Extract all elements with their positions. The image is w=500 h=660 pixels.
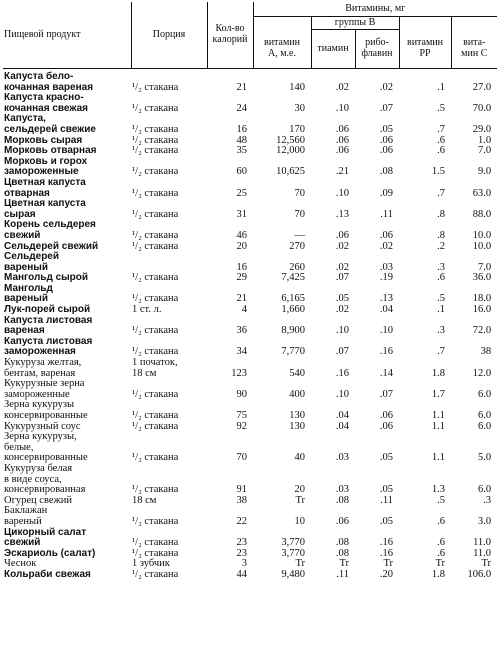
product-cell: Зерна кукурузы, белые, консервированные xyxy=(4,431,88,464)
calories-cell: 23 xyxy=(236,537,247,549)
riboflavin-cell: .05 xyxy=(379,123,393,135)
vit-a-cell: 12,000 xyxy=(276,145,305,157)
thiamin-cell: .11 xyxy=(336,568,349,580)
thiamin-cell: .10 xyxy=(335,102,349,114)
product-cell: Кукурузные зерна замороженные xyxy=(4,378,85,400)
vit-c-cell: 36.0 xyxy=(472,272,492,284)
vit-a-cell: 140 xyxy=(289,81,305,93)
vit-pp-cell: 1.1 xyxy=(431,452,445,464)
vit-c-cell: 10.0 xyxy=(472,240,492,252)
vit-pp-cell: 1.1 xyxy=(431,420,445,432)
calories-cell: 25 xyxy=(236,187,247,199)
vit-a-cell: 130 xyxy=(289,420,305,432)
thiamin-cell: .06 xyxy=(335,134,349,146)
calories-cell: 34 xyxy=(236,346,247,358)
vit-a-cell: Tr xyxy=(295,494,305,506)
table-row xyxy=(3,242,497,253)
vit-a-cell: 6,165 xyxy=(281,293,305,305)
table-row xyxy=(3,284,497,305)
portion-cell: ¹/₂ стакана xyxy=(132,272,179,284)
riboflavin-cell: .08 xyxy=(379,166,393,178)
vit-c-cell: 6.0 xyxy=(477,388,492,400)
thiamin-cell: .02 xyxy=(335,261,349,273)
vit-c-cell: 10.0 xyxy=(472,229,492,241)
thiamin-cell: .08 xyxy=(335,494,349,506)
riboflavin-cell: .06 xyxy=(379,145,393,157)
riboflavin-cell: .10 xyxy=(379,325,393,337)
portion-cell: ¹/₂ стакана xyxy=(132,229,179,241)
table-row xyxy=(3,93,497,114)
table-row xyxy=(3,69,497,94)
riboflavin-cell: .06 xyxy=(379,229,393,241)
vit-a-cell: 70 xyxy=(294,208,305,220)
calories-cell: 29 xyxy=(236,272,247,284)
portion-cell: 1 початок, 18 см xyxy=(132,357,178,379)
riboflavin-cell: .06 xyxy=(379,410,393,421)
vit-a-cell: 30 xyxy=(294,102,305,114)
thiamin-cell: .06 xyxy=(335,145,349,157)
thiamin-cell: .03 xyxy=(335,484,349,496)
thiamin-cell: .21 xyxy=(335,166,349,178)
riboflavin-cell: .07 xyxy=(379,388,393,400)
vit-pp-cell: 1.8 xyxy=(431,367,445,379)
thiamin-cell: .06 xyxy=(335,229,349,241)
table-row xyxy=(3,220,497,241)
header-vit-pp: витамин РР xyxy=(399,30,451,69)
product-cell: Цветная капуста сырая xyxy=(4,198,86,220)
product-cell: Морковь отварная xyxy=(4,145,97,157)
riboflavin-cell: .05 xyxy=(379,484,393,496)
riboflavin-cell: Tr xyxy=(383,558,393,570)
portion-cell: ¹/₂ стакана xyxy=(132,81,179,93)
portion-cell: ¹/₂ стакана xyxy=(132,515,179,527)
riboflavin-cell: .13 xyxy=(379,293,393,305)
table-row xyxy=(3,432,497,464)
header-group-b: группы В xyxy=(311,17,399,30)
vit-c-cell: 6.0 xyxy=(477,484,492,496)
header-portion: Порция xyxy=(131,2,207,69)
calories-cell: 24 xyxy=(236,102,247,114)
vit-c-cell: 6.0 xyxy=(477,420,492,432)
table-body xyxy=(3,69,497,581)
calories-cell: 38 xyxy=(236,494,247,506)
table-row xyxy=(3,506,497,527)
calories-cell: 123 xyxy=(231,367,247,379)
vit-a-cell: 170 xyxy=(289,123,305,135)
calories-cell: 21 xyxy=(236,293,247,305)
vit-pp-cell: .6 xyxy=(437,537,445,549)
vit-c-cell: 1.0 xyxy=(477,134,492,146)
vit-a-cell: 10 xyxy=(294,515,305,527)
table-row xyxy=(3,252,497,273)
vit-pp-cell: .7 xyxy=(437,123,445,135)
product-cell: Баклажан вареный xyxy=(4,505,48,527)
thiamin-cell: .02 xyxy=(335,304,349,316)
header-vitamins: Витамины, мг xyxy=(253,2,497,17)
table-row xyxy=(3,358,497,379)
vit-pp-cell: .3 xyxy=(437,325,445,337)
product-cell: Сельдерей свежий xyxy=(4,240,99,252)
calories-cell: 44 xyxy=(236,568,247,580)
product-cell: Капуста красно- кочанная свежая xyxy=(4,92,88,114)
calories-cell: 90 xyxy=(236,388,247,400)
vit-pp-cell: .6 xyxy=(437,547,445,559)
vit-c-cell: 5.0 xyxy=(477,452,492,464)
table-row xyxy=(3,549,497,560)
product-cell: Лук-порей сырой xyxy=(4,304,91,316)
vit-c-cell: 38 xyxy=(480,346,492,358)
portion-cell: 18 см xyxy=(132,494,157,506)
vit-c-cell: 9.0 xyxy=(477,166,492,178)
vit-pp-cell: .5 xyxy=(437,102,445,114)
product-cell: Эскариоль (салат) xyxy=(4,547,96,559)
header-product: Пищевой продукт xyxy=(4,28,81,40)
thiamin-cell: .10 xyxy=(335,187,349,199)
riboflavin-cell: .07 xyxy=(379,102,393,114)
calories-cell: 46 xyxy=(236,229,247,241)
vit-pp-cell: .6 xyxy=(437,272,445,284)
thiamin-cell: .13 xyxy=(335,208,349,220)
portion-cell: ¹/₂ стакана xyxy=(132,166,179,178)
vit-c-cell: 72.0 xyxy=(472,325,492,337)
portion-cell: ¹/₂ стакана xyxy=(132,547,179,559)
product-cell: Капуста листовая вареная xyxy=(4,314,93,337)
table-row xyxy=(3,157,497,178)
calories-cell: 31 xyxy=(236,208,247,220)
thiamin-cell: .07 xyxy=(335,272,349,284)
portion-cell: ¹/₂ стакана xyxy=(132,187,179,199)
vit-pp-cell: .6 xyxy=(437,134,445,146)
vit-c-cell: 7.0 xyxy=(477,261,492,273)
thiamin-cell: .06 xyxy=(335,515,349,527)
vit-pp-cell: .6 xyxy=(437,145,445,157)
header-vit-c: вита- мин С xyxy=(451,30,497,69)
vit-pp-cell: .5 xyxy=(437,293,445,305)
product-cell: Кольраби свежая xyxy=(4,568,91,580)
vit-a-cell: Tr xyxy=(295,558,305,570)
thiamin-cell: .16 xyxy=(335,367,349,379)
vit-pp-cell: .7 xyxy=(437,346,445,358)
vit-c-cell: 16.0 xyxy=(472,304,492,316)
product-cell: Зерна кукурузы консервированные xyxy=(4,399,88,421)
vit-a-cell: 40 xyxy=(294,452,305,464)
header-riboflavin: рибо- флавин xyxy=(355,30,399,69)
calories-cell: 75 xyxy=(236,410,247,421)
thiamin-cell: .08 xyxy=(335,547,349,559)
product-cell: Сельдерей вареный xyxy=(4,251,60,273)
riboflavin-cell: .20 xyxy=(379,568,393,580)
vit-pp-cell: 1.7 xyxy=(431,388,445,400)
table-row xyxy=(3,528,497,549)
vit-c-cell: 29.0 xyxy=(472,123,492,135)
calories-cell: 20 xyxy=(236,240,247,252)
calories-cell: 91 xyxy=(236,484,247,496)
table-row xyxy=(3,316,497,337)
table-header xyxy=(3,2,497,69)
vit-c-cell: 12.0 xyxy=(472,367,492,379)
table-row xyxy=(3,273,497,284)
header-thiamin: тиамин xyxy=(311,30,355,69)
product-cell: Цветная капуста отварная xyxy=(4,176,86,199)
portion-cell: ¹/₂ стакана xyxy=(132,388,179,400)
vit-a-cell: 130 xyxy=(289,410,305,421)
product-cell: Морковь и горох замороженные xyxy=(4,155,88,178)
riboflavin-cell: .11 xyxy=(380,208,393,220)
riboflavin-cell: .06 xyxy=(379,134,393,146)
riboflavin-cell: .02 xyxy=(379,81,393,93)
vit-pp-cell: 1.5 xyxy=(431,166,445,178)
vit-c-cell: 27.0 xyxy=(472,81,492,93)
vit-a-cell: 3,770 xyxy=(281,547,305,559)
table-row xyxy=(3,114,497,135)
thiamin-cell: .02 xyxy=(335,81,349,93)
vit-a-cell: 7,425 xyxy=(281,272,305,284)
table-row xyxy=(3,570,497,581)
thiamin-cell: Tr xyxy=(339,558,349,570)
calories-cell: 70 xyxy=(236,452,247,464)
riboflavin-cell: .06 xyxy=(379,420,393,432)
product-cell: Огурец свежий xyxy=(4,494,73,506)
calories-cell: 16 xyxy=(236,261,247,273)
table-row xyxy=(3,337,497,358)
thiamin-cell: .10 xyxy=(335,388,349,400)
vit-pp-cell: .8 xyxy=(437,229,445,241)
vit-a-cell: 20 xyxy=(294,484,305,496)
portion-cell: ¹/₂ стакана xyxy=(132,240,179,252)
vit-c-cell: 11.0 xyxy=(473,537,492,549)
portion-cell: ¹/₂ стакана xyxy=(132,325,179,337)
portion-cell: ¹/₂ стакана xyxy=(132,410,179,421)
table-row xyxy=(3,199,497,220)
calories-cell: 22 xyxy=(236,515,247,527)
portion-cell: ¹/₂ стакана xyxy=(132,420,179,432)
product-cell: Капуста листовая замороженная xyxy=(4,335,93,358)
riboflavin-cell: .16 xyxy=(379,537,393,549)
vit-a-cell: 270 xyxy=(289,240,305,252)
table-row xyxy=(3,178,497,199)
vit-c-cell: Tr xyxy=(481,558,492,570)
riboflavin-cell: .05 xyxy=(379,515,393,527)
vit-a-cell: 3,770 xyxy=(281,537,305,549)
thiamin-cell: .04 xyxy=(335,410,349,421)
calories-cell: 3 xyxy=(241,558,247,570)
table-row xyxy=(3,400,497,421)
thiamin-cell: .06 xyxy=(335,123,349,135)
vit-a-cell: 400 xyxy=(289,388,305,400)
vit-a-cell: 260 xyxy=(289,261,305,273)
riboflavin-cell: .16 xyxy=(379,547,393,559)
riboflavin-cell: .09 xyxy=(379,187,393,199)
riboflavin-cell: .14 xyxy=(379,367,393,379)
vit-c-cell: 11.0 xyxy=(473,547,492,559)
portion-cell: ¹/₂ стакана xyxy=(132,123,179,135)
portion-cell: 1 зубчик xyxy=(132,558,170,570)
vit-a-cell: 540 xyxy=(289,367,305,379)
portion-cell xyxy=(131,252,207,273)
vit-a-cell: 70 xyxy=(294,187,305,199)
vit-c-cell: 88.0 xyxy=(472,208,492,220)
vit-pp-cell: .3 xyxy=(437,261,445,273)
portion-cell: ¹/₂ стакана xyxy=(132,346,179,358)
vit-a-cell: 8,900 xyxy=(281,325,305,337)
table-row xyxy=(3,496,497,507)
portion-cell: ¹/₂ стакана xyxy=(132,208,179,220)
vit-pp-cell: 1.3 xyxy=(431,484,445,496)
thiamin-cell: .03 xyxy=(335,452,349,464)
table-row xyxy=(3,379,497,400)
vit-pp-cell: .2 xyxy=(437,240,445,252)
product-cell: Капуста бело- кочанная вареная xyxy=(4,71,94,93)
product-cell: Кукуруза белая в виде соуса, консервированная xyxy=(4,462,86,496)
thiamin-cell: .05 xyxy=(335,293,349,305)
riboflavin-cell: .05 xyxy=(379,452,393,464)
product-cell: Мангольд вареный xyxy=(4,282,53,305)
vit-c-cell: 7.0 xyxy=(477,145,492,157)
product-cell: Кукурузный соус xyxy=(4,420,81,432)
vit-c-cell: 63.0 xyxy=(472,187,492,199)
vit-a-cell: 9,480 xyxy=(281,568,305,580)
portion-cell: ¹/₂ стакана xyxy=(132,537,179,549)
vit-pp-cell: .8 xyxy=(437,208,445,220)
vit-a-cell: 12,560 xyxy=(276,134,305,146)
riboflavin-cell: .16 xyxy=(379,346,393,358)
calories-cell: 35 xyxy=(236,145,247,157)
vit-pp-cell: Tr xyxy=(435,558,445,570)
vitamin-table xyxy=(3,2,497,581)
table-row xyxy=(3,422,497,433)
riboflavin-cell: .03 xyxy=(379,261,393,273)
vit-c-cell: 6.0 xyxy=(477,410,492,421)
portion-cell: 1 ст. л. xyxy=(132,304,162,316)
product-cell: Чеснок xyxy=(4,558,37,570)
product-cell: Морковь сырая xyxy=(4,134,83,146)
table-row xyxy=(3,464,497,496)
calories-cell: 21 xyxy=(236,81,247,93)
product-cell: Кукуруза желтая, бентам, вареная xyxy=(4,357,82,379)
calories-cell: 23 xyxy=(236,547,247,559)
vit-pp-cell: .1 xyxy=(437,81,445,93)
thiamin-cell: .10 xyxy=(335,325,349,337)
thiamin-cell: .07 xyxy=(335,346,349,358)
vit-c-cell: 106.0 xyxy=(467,568,492,580)
vit-a-cell: 7,770 xyxy=(281,346,305,358)
riboflavin-cell: .02 xyxy=(379,240,393,252)
vit-a-cell: 1,660 xyxy=(281,304,305,316)
thiamin-cell: .02 xyxy=(335,240,349,252)
vit-pp-cell: 1.1 xyxy=(431,410,445,421)
calories-cell: 92 xyxy=(236,420,247,432)
vit-a-cell: — xyxy=(294,229,305,241)
product-cell: Корень сельдерея свежий xyxy=(4,219,96,241)
riboflavin-cell: .11 xyxy=(380,494,393,506)
riboflavin-cell: .04 xyxy=(379,304,393,316)
product-cell: Цикорный салат свежий xyxy=(4,526,87,549)
vit-pp-cell: .5 xyxy=(437,494,445,506)
vit-pp-cell: .7 xyxy=(437,187,445,199)
calories-cell: 60 xyxy=(236,166,247,178)
calories-cell: 48 xyxy=(236,134,247,146)
vit-c-cell: .3 xyxy=(483,494,492,506)
calories-cell: 36 xyxy=(236,325,247,337)
header-calories: Кол-во калорий xyxy=(207,2,253,69)
header-vit-a: витамин А, м.е. xyxy=(253,30,311,69)
portion-cell: ¹/₂ стакана xyxy=(132,102,179,114)
product-cell: Капуста, сельдерей свежие xyxy=(4,113,96,135)
vit-pp-cell: 1.8 xyxy=(431,568,445,580)
vit-c-cell: 70.0 xyxy=(472,102,492,114)
vit-c-cell: 18.0 xyxy=(472,293,492,305)
portion-cell: ¹/₂ стакана xyxy=(132,568,179,580)
calories-cell: 16 xyxy=(236,123,247,135)
product-cell: Мангольд сырой xyxy=(4,272,89,284)
portion-cell: ¹/₂ стакана xyxy=(132,293,179,305)
thiamin-cell: .08 xyxy=(335,537,349,549)
portion-cell: ¹/₂ стакана xyxy=(132,452,179,464)
portion-cell: ¹/₂ стакана xyxy=(132,145,179,157)
vit-c-cell: 3.0 xyxy=(477,515,492,527)
calories-cell: 4 xyxy=(241,304,247,316)
portion-cell: ¹/₂ стакана xyxy=(132,134,179,146)
vit-a-cell: 10,625 xyxy=(276,166,305,178)
vit-pp-cell: .1 xyxy=(437,304,445,316)
riboflavin-cell: .19 xyxy=(379,272,393,284)
thiamin-cell: .04 xyxy=(335,420,349,432)
portion-cell: ¹/₂ стакана xyxy=(132,484,179,496)
vit-pp-cell: .6 xyxy=(437,515,445,527)
